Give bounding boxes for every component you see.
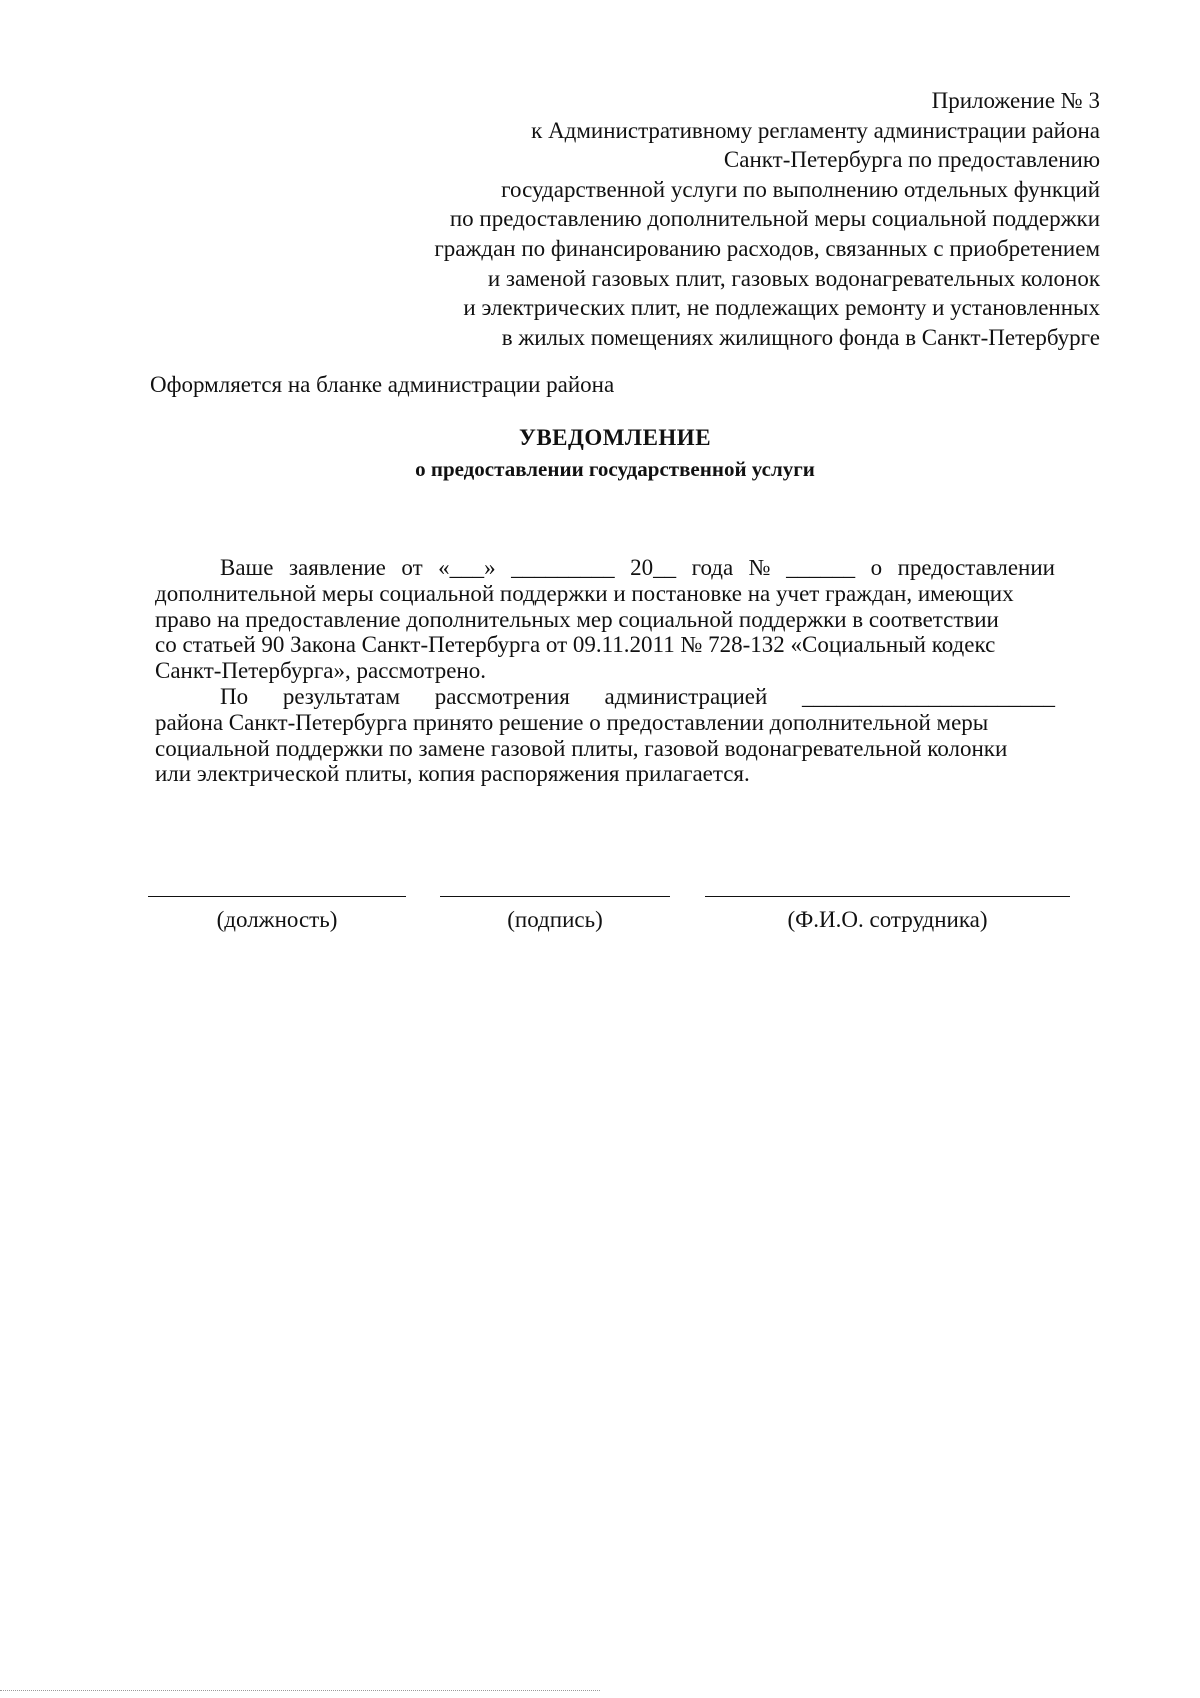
word: По — [220, 683, 249, 709]
form-note: Оформляется на бланке администрации района — [150, 372, 615, 397]
date-year-blank: 20__ — [630, 555, 677, 580]
word: от — [401, 555, 423, 580]
appendix-line: и заменой газовых плит, газовых водонагревательных колонок — [487, 265, 1100, 291]
paragraph-1-line: дополнительной меры социальной поддержки и постановке на учет граждан, имеющих — [155, 580, 1014, 606]
employee-name-label: (Ф.И.О. сотрудника) — [787, 907, 988, 932]
appendix-line: и электрических плит, не подлежащих ремонту и установленных — [463, 295, 1100, 321]
document-subtitle: о предоставлении государственной услуги — [415, 457, 815, 481]
signature-label: (подпись) — [507, 907, 603, 932]
word: администрацией — [604, 683, 768, 709]
administration-name-blank: ______________________ — [802, 683, 1055, 709]
position-signature-line — [148, 896, 406, 897]
application-number-blank: ______ — [786, 555, 856, 580]
date-month-blank: _________ — [511, 555, 615, 580]
appendix-line: в жилых помещениях жилищного фонда в Санкт-Петербурге — [501, 324, 1100, 350]
paragraph-2-line: или электрической плиты, копия распоряжения прилагается. — [155, 761, 750, 787]
word: заявление — [288, 555, 386, 580]
word: № — [748, 555, 771, 580]
paragraph-1-first-line — [155, 555, 1055, 581]
appendix-line: Приложение № 3 — [931, 88, 1100, 113]
paragraph-2-line: социальной поддержки по замене газовой плиты, газовой водонагревательной колонки — [155, 735, 1008, 761]
appendix-header — [380, 86, 1100, 352]
paragraph-2-line: района Санкт-Петербурга принято решение о предоставлении дополнительной меры — [155, 709, 989, 735]
document-title: УВЕДОМЛЕНИЕ — [518, 425, 712, 450]
word: Ваше — [220, 555, 274, 580]
appendix-line: по предоставлению дополнительной меры социальной поддержки — [449, 206, 1100, 232]
word: результатам — [282, 683, 401, 709]
word: рассмотрения — [434, 683, 570, 709]
appendix-line: граждан по финансированию расходов, связанных с приобретением — [434, 235, 1100, 261]
appendix-line: к Административному регламенту администрации района — [531, 117, 1100, 143]
word: года — [691, 555, 734, 580]
signature-line — [440, 896, 670, 897]
scan-edge-artifact — [0, 1690, 600, 1691]
appendix-line: Санкт-Петербурга по предоставлению — [723, 147, 1100, 173]
notice-body — [155, 555, 1055, 787]
paragraph-1-line: право на предоставление дополнительных мер социальной поддержки в соответствии — [155, 606, 999, 632]
appendix-line: государственной услуги по выполнению отдельных функций — [501, 176, 1100, 202]
name-signature-line — [705, 896, 1070, 897]
word: о — [870, 555, 883, 580]
word: предоставлении — [897, 555, 1055, 580]
position-label: (должность) — [216, 907, 338, 932]
paragraph-1-line: Санкт-Петербурга», рассмотрено. — [155, 658, 486, 684]
paragraph-1-line: со статьей 90 Закона Санкт-Петербурга от 09.11.2011 № 728-132 «Социальный кодекс — [155, 632, 996, 658]
date-day-blank: «___» — [438, 555, 496, 580]
paragraph-2-first-line — [155, 684, 1055, 710]
